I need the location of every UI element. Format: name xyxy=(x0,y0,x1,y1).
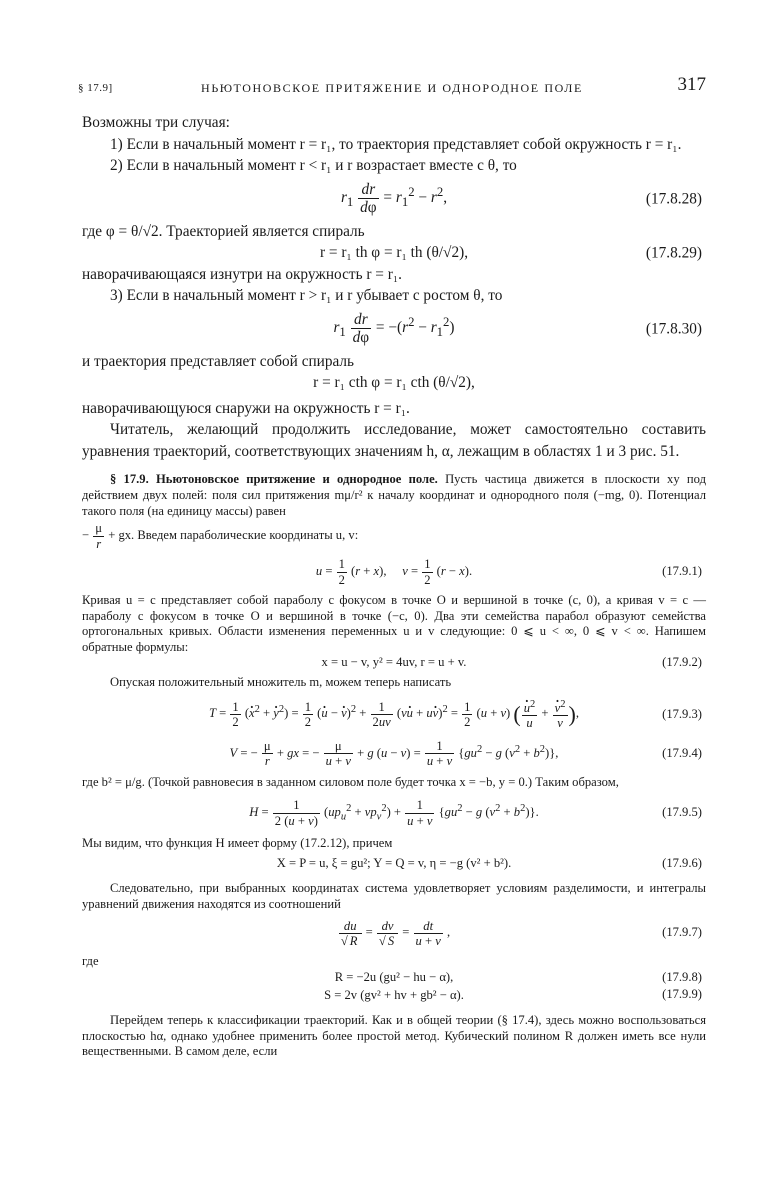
section-heading: § 17.9. Ньютоновское притяжение и однородное поле. xyxy=(110,472,438,487)
case-1: 1) Если в начальный момент r = r₁, то траектория представляет собой окружность r = r₁. xyxy=(110,135,682,153)
separability-paragraph: Следовательно, при выбранных координатах система удовлетворяет условиям разделимости, и интегралы уравнений движения находятся из соотношений xyxy=(82,881,706,911)
equation-text: S = 2v (gv² + hv + gb² − α). xyxy=(324,987,464,1002)
equation-17-9-4: V = − $\frac{\mu}{r}$ + gx = − $\frac{\mu}{u + v}$ + g (u − v) = $\frac{1}{u + v}$ {$gu^2 - g$ $(v^2 + b^2)$}, (17.9.4) xyxy=(229,738,702,769)
equation-cth xyxy=(82,372,706,394)
equation-text: X = P = u, ξ = gu²; Y = Q = v, η = −g (v² + b²). xyxy=(276,855,512,870)
equation-17-9-7: $\frac{du}{√ R}$ = $\frac{dv}{√ S}$ = $\frac{dt}{u + v}$ , (17.9.7) xyxy=(340,918,702,948)
equation-17-8-28: $r_1$ $\frac{dr}{d\varphi}$ = $r_1^2 - r^2$, (17.8.28) xyxy=(340,180,702,217)
equation-number: (17.9.9) xyxy=(662,987,702,1002)
phi-definition: где φ = θ/√2. Траекторией является спираль xyxy=(82,222,365,240)
equation-17-9-6 xyxy=(82,856,706,872)
hamiltonian-form-text: Мы видим, что функция H имеет форму (17.2.12), причем xyxy=(82,836,393,851)
equation-text: r = r₁ th φ = r₁ th (θ/√2), xyxy=(319,244,469,262)
equation-number: (17.9.8) xyxy=(662,970,702,985)
equation-number: (17.9.3) xyxy=(662,706,702,721)
header-title: НЬЮТОНОВСКОЕ ПРИТЯЖЕНИЕ И ОДНОРОДНОЕ ПОЛЕ xyxy=(201,81,583,95)
equilibrium-paragraph: где b² = μ/g. (Точкой равновесия в заданном силовом поле будет точка x = −b, y = 0.) Таким образом, xyxy=(82,774,619,789)
equation-number: (17.9.5) xyxy=(662,805,702,820)
equation-number: (17.9.4) xyxy=(662,745,702,760)
equation-17-9-5: H = $\frac{1}{2 (u + v)}$ $(up_u^2 + vp_v^2)$ + $\frac{1}{u + v}$ {$gu^2 - g$ $(v^2 + b^2)$}. (17.9.5) xyxy=(249,798,702,828)
omit-factor-text: Опуская положительный множитель m, можем теперь написать xyxy=(110,674,452,689)
equation-number: (17.9.2) xyxy=(662,655,702,670)
equation-number: (17.8.30) xyxy=(645,319,702,337)
equation-number: (17.8.28) xyxy=(645,189,702,207)
equation-number: (17.9.7) xyxy=(662,925,702,940)
case-2: 2) Если в начальный момент r < r₁ и r возрастает вместе с θ, то xyxy=(110,157,517,174)
page-number: 317 xyxy=(677,74,706,95)
spiral-intro: и траектория представляет собой спираль xyxy=(82,352,355,370)
equation-17-9-2 xyxy=(82,655,706,671)
equation-number: (17.8.29) xyxy=(645,244,702,262)
equation-17-8-30: $r_1$ $\frac{dr}{d\varphi}$ = $-(r^2 - r_1^2)$ (17.8.30) xyxy=(333,310,702,347)
equation-number: (17.9.6) xyxy=(662,855,702,870)
parabolas-paragraph: Кривая u = c представляет собой параболу с фокусом в точке O и вершиной в точке (c, 0), а кривая v = c — параболу с фокусом в точке O и вершиной в точке (−c, 0). Два эти семейства парабол образуют семейства ортогональных кривых. Области изменения переменных u и v следующие: 0 ⩽ u < ∞, 0 ⩽ v < ∞. Напишем обратные формулы: xyxy=(82,592,706,654)
page-content xyxy=(82,112,706,1060)
equation-17-9-8 xyxy=(82,970,706,986)
reader-paragraph: Читатель, желающий продолжить исследование, может самостоятельно составить уравнения траекторий, соответствующих значениям h, α, лежащим в областях 1 и 3 рис. 51. xyxy=(82,421,706,460)
equation-17-9-1: u = $\frac{1}{2}$ (r + x), v = $\frac{1}{2}$ (r − x). (17.9.1) xyxy=(315,557,702,587)
equation-17-9-3: T = $\frac{1}{2}$ (· $x^2$ + · $y^2$) = $\frac{1}{2}$ (· u − · v)$^2$ + $\frac{1}{2uv}$ $(v\cdot u + u\cdot v)^2$ = $\frac{1}{2}$ (u + v) ( · $\frac{u^2}{u}$ + · $\frac{v^2}{v}$ ), (17.9.3) xyxy=(82,699,706,731)
header-section-ref: § 17.9] xyxy=(78,82,113,94)
equation-text: R = −2u (gu² − hu − α), xyxy=(334,970,454,985)
case-3: 3) Если в начальный момент r > r₁ и r убывает с ростом θ, то xyxy=(110,287,503,305)
classification-paragraph: Перейдем теперь к классификации траекторий. Как и в общей теории (§ 17.4), здесь можно воспользоваться плоскостью hα, однако удобнее применить более простой метод. Кубический полином R должен иметь все нули вещественными. В самом деле, если xyxy=(82,1013,706,1059)
where-label: где xyxy=(82,954,99,969)
cases-intro: Возможны три случая: xyxy=(82,114,230,131)
section-17-9-paragraph: § 17.9. Ньютоновское притяжение и однородное поле. Пусть частица движется в плоскости xy под действием двух полей: поля сил притяжения mμ/r² к началу координат и однородного поля (−mg, 0). Потенциал такого поля (на единицу массы) равен xyxy=(82,472,706,518)
equation-text: x = u − v, y² = 4uv, r = u + v. xyxy=(321,655,467,670)
equation-text: r = r₁ cth φ = r₁ cth (θ/√2), xyxy=(313,374,475,392)
spiral-outside-text: наворачивающуюся снаружи на окружность r = r₁. xyxy=(82,399,410,417)
potential-line: − $\frac{\mu}{r}$ + gx. Введем параболические координаты u, v: xyxy=(82,521,359,551)
spiral-inside-text: наворачивающаяся изнутри на окружность r = r₁. xyxy=(82,265,402,283)
equation-17-9-9 xyxy=(82,988,706,1004)
equation-number: (17.9.1) xyxy=(662,564,702,579)
equation-17-8-29 xyxy=(82,242,706,264)
running-header xyxy=(78,74,706,100)
